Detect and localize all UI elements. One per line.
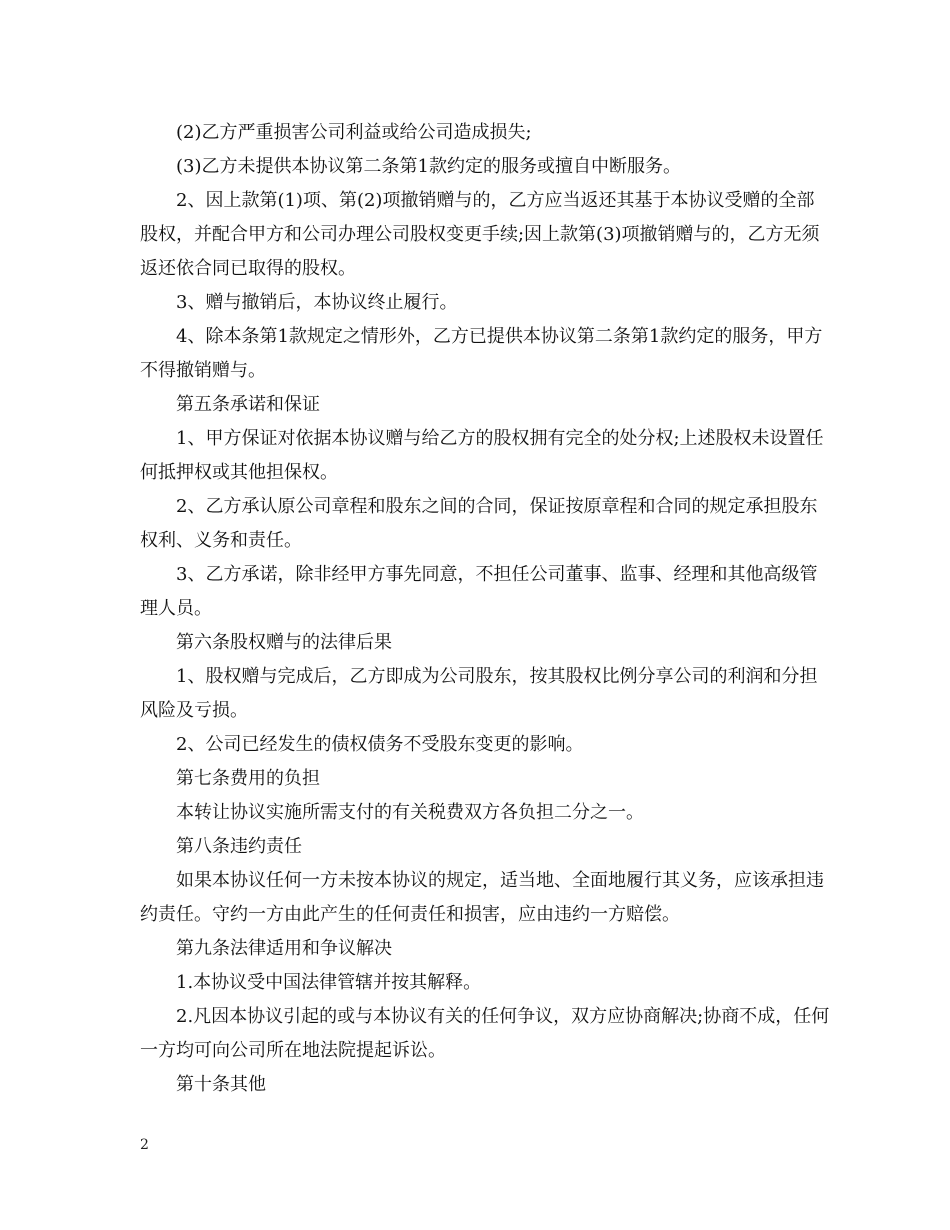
paragraph: 本转让协议实施所需支付的有关税费双方各负担二分之一。 [176,802,644,823]
paragraph: 2、因上款第(1)项、第(2)项撤销赠与的，乙方应当返还其基于本协议受赠的全部股权，并配合甲方和公司办理公司股权变更手续;因上款第(3)项撤销赠与的，乙方无须返还依合同已取得的股权。 [140,190,820,279]
paragraph: 1、股权赠与完成后，乙方即成为公司股东，按其股权比例分享公司的利润和分担风险及亏损。 [140,666,818,721]
paragraph: 2、乙方承认原公司章程和股东之间的合同，保证按原章程和合同的规定承担股东权利、义务和责任。 [140,496,818,551]
section-heading: 第九条法律适用和争议解决 [176,938,392,959]
paragraph: 3、乙方承诺，除非经甲方事先同意，不担任公司董事、监事、经理和其他高级管理人员。 [140,564,818,619]
section-heading: 第十条其他 [176,1074,266,1095]
paragraph: 2.凡因本协议引起的或与本协议有关的任何争议，双方应协商解决;协商不成，任何一方均可向公司所在地法院提起诉讼。 [140,1006,830,1061]
section-heading: 第八条违约责任 [176,836,302,857]
paragraph: 如果本协议任何一方未按本协议的规定，适当地、全面地履行其义务，应该承担违约责任。守约一方由此产生的任何责任和损害，应由违约一方赔偿。 [140,870,824,925]
paragraph: (3)乙方未提供本协议第二条第1款约定的服务或擅自中断服务。 [176,156,681,177]
page-number: 2 [140,1137,149,1153]
paragraph: 1、甲方保证对依据本协议赠与给乙方的股权拥有完全的处分权;上述股权未设置任何抵押权或其他担保权。 [140,428,824,483]
paragraph: 2、公司已经发生的债权债务不受股东变更的影响。 [176,734,584,755]
section-heading: 第六条股权赠与的法律后果 [176,632,392,653]
document-body [140,116,830,1102]
paragraph: 1.本协议受中国法律管辖并按其解释。 [176,972,482,993]
section-heading: 第七条费用的负担 [176,768,320,789]
section-heading: 第五条承诺和保证 [176,394,320,415]
paragraph: 3、赠与撤销后，本协议终止履行。 [176,292,458,313]
paragraph: 4、除本条第1款规定之情形外，乙方已提供本协议第二条第1款约定的服务，甲方不得撤销赠与。 [140,326,823,381]
paragraph: (2)乙方严重损害公司利益或给公司造成损失; [176,122,532,143]
